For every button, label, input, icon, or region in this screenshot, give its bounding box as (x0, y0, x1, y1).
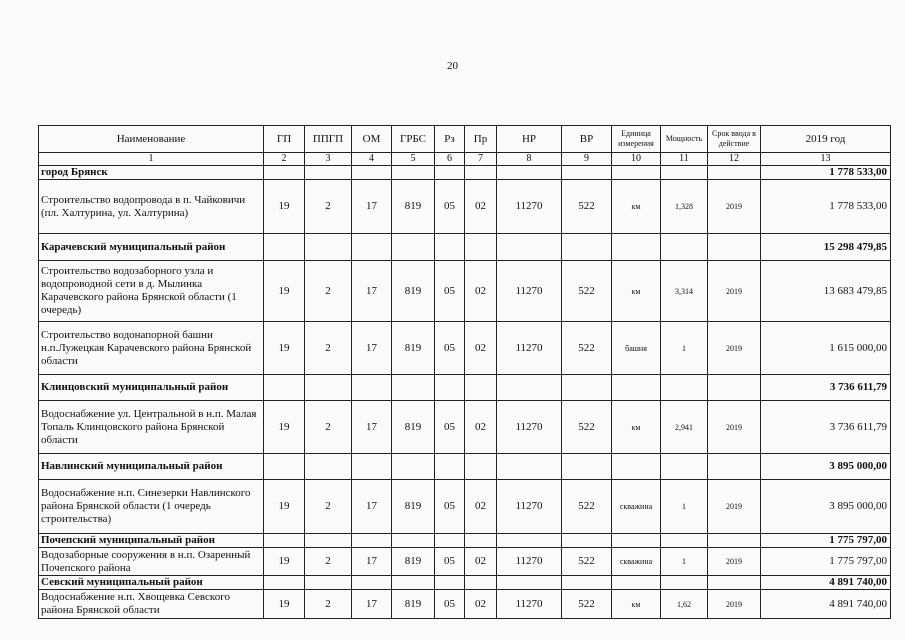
district-name: город Брянск (39, 166, 264, 180)
project-amount: 1 778 533,00 (761, 180, 891, 234)
col-header-pr: Пр (465, 126, 497, 153)
cell-unit: км (612, 590, 661, 619)
cell-grbs: 819 (392, 480, 435, 534)
cell-pr: 02 (465, 590, 497, 619)
cell-nr: 11270 (497, 322, 562, 375)
empty-cell (612, 454, 661, 480)
cell-grbs: 819 (392, 590, 435, 619)
empty-cell (562, 375, 612, 401)
empty-cell (392, 234, 435, 261)
empty-cell (352, 166, 392, 180)
cell-power: 1 (661, 322, 708, 375)
district-row (39, 534, 891, 548)
empty-cell (264, 166, 305, 180)
project-amount: 4 891 740,00 (761, 590, 891, 619)
empty-cell (305, 234, 352, 261)
cell-nr: 11270 (497, 261, 562, 322)
empty-cell (497, 454, 562, 480)
cell-grbs: 819 (392, 401, 435, 454)
cell-ppgp: 2 (305, 401, 352, 454)
district-total: 1 775 797,00 (761, 534, 891, 548)
cell-ppgp: 2 (305, 548, 352, 576)
column-number: 8 (497, 153, 562, 166)
empty-cell (612, 166, 661, 180)
cell-ppgp: 2 (305, 480, 352, 534)
col-header-nr: НР (497, 126, 562, 153)
empty-cell (352, 534, 392, 548)
cell-gp: 19 (264, 180, 305, 234)
cell-vr: 522 (562, 590, 612, 619)
empty-cell (392, 576, 435, 590)
cell-pr: 02 (465, 480, 497, 534)
cell-rz: 05 (435, 261, 465, 322)
empty-cell (612, 576, 661, 590)
empty-cell (661, 375, 708, 401)
empty-cell (708, 375, 761, 401)
column-number: 11 (661, 153, 708, 166)
cell-rz: 05 (435, 180, 465, 234)
cell-ppgp: 2 (305, 322, 352, 375)
district-name: Карачевский муниципальный район (39, 234, 264, 261)
empty-cell (465, 454, 497, 480)
empty-cell (435, 166, 465, 180)
cell-vr: 522 (562, 322, 612, 375)
cell-power: 3,314 (661, 261, 708, 322)
empty-cell (562, 234, 612, 261)
cell-power: 1 (661, 480, 708, 534)
empty-cell (612, 375, 661, 401)
cell-nr: 11270 (497, 590, 562, 619)
cell-ppgp: 2 (305, 590, 352, 619)
empty-cell (392, 375, 435, 401)
empty-cell (264, 534, 305, 548)
project-amount: 3 736 611,79 (761, 401, 891, 454)
cell-power: 1,62 (661, 590, 708, 619)
cell-year: 2019 (708, 322, 761, 375)
cell-om: 17 (352, 548, 392, 576)
cell-vr: 522 (562, 548, 612, 576)
cell-gp: 19 (264, 401, 305, 454)
cell-ppgp: 2 (305, 261, 352, 322)
col-header-gp: ГП (264, 126, 305, 153)
column-number: 5 (392, 153, 435, 166)
empty-cell (305, 375, 352, 401)
cell-om: 17 (352, 590, 392, 619)
column-number-row (39, 153, 891, 166)
empty-cell (661, 234, 708, 261)
project-name: Водоснабжение н.п. Синезерки Навлинского района Брянской области (1 очередь строительства) (39, 480, 264, 534)
column-number: 1 (39, 153, 264, 166)
empty-cell (264, 454, 305, 480)
project-amount: 13 683 479,85 (761, 261, 891, 322)
cell-unit: км (612, 180, 661, 234)
empty-cell (465, 576, 497, 590)
project-name: Водоснабжение ул. Центральной в н.п. Малая Топаль Клинцовского района Брянской области (39, 401, 264, 454)
empty-cell (435, 375, 465, 401)
project-name: Водоснабжение н.п. Хвощевка Севского района Брянской области (39, 590, 264, 619)
district-name: Навлинский муниципальный район (39, 454, 264, 480)
project-row (39, 180, 891, 234)
cell-year: 2019 (708, 590, 761, 619)
district-total: 15 298 479,85 (761, 234, 891, 261)
empty-cell (708, 534, 761, 548)
empty-cell (264, 375, 305, 401)
cell-year: 2019 (708, 261, 761, 322)
cell-vr: 522 (562, 180, 612, 234)
column-number: 12 (708, 153, 761, 166)
project-row (39, 480, 891, 534)
project-name: Строительство водопровода в п. Чайковичи (пл. Халтурина, ул. Халтурина) (39, 180, 264, 234)
district-row (39, 454, 891, 480)
page-number: 20 (447, 60, 458, 72)
empty-cell (305, 454, 352, 480)
district-total: 4 891 740,00 (761, 576, 891, 590)
empty-cell (465, 234, 497, 261)
cell-pr: 02 (465, 261, 497, 322)
cell-gp: 19 (264, 322, 305, 375)
empty-cell (661, 454, 708, 480)
project-row (39, 401, 891, 454)
column-number: 4 (352, 153, 392, 166)
cell-om: 17 (352, 401, 392, 454)
cell-gp: 19 (264, 548, 305, 576)
project-name: Строительство водонапорной башни н.п.Лужецкая Карачевского района Брянской области (39, 322, 264, 375)
project-row (39, 548, 891, 576)
empty-cell (435, 576, 465, 590)
empty-cell (562, 534, 612, 548)
cell-pr: 02 (465, 322, 497, 375)
header-row (39, 126, 891, 153)
cell-power: 1 (661, 548, 708, 576)
project-amount: 3 895 000,00 (761, 480, 891, 534)
cell-vr: 522 (562, 480, 612, 534)
cell-year: 2019 (708, 180, 761, 234)
empty-cell (661, 166, 708, 180)
cell-grbs: 819 (392, 180, 435, 234)
project-amount: 1 775 797,00 (761, 548, 891, 576)
empty-cell (708, 454, 761, 480)
empty-cell (352, 234, 392, 261)
cell-rz: 05 (435, 401, 465, 454)
cell-om: 17 (352, 322, 392, 375)
col-header-ppgp: ППГП (305, 126, 352, 153)
district-total: 3 736 611,79 (761, 375, 891, 401)
cell-nr: 11270 (497, 401, 562, 454)
cell-unit: км (612, 261, 661, 322)
empty-cell (497, 576, 562, 590)
empty-cell (465, 166, 497, 180)
empty-cell (465, 375, 497, 401)
empty-cell (612, 234, 661, 261)
col-header-rz: Рз (435, 126, 465, 153)
empty-cell (392, 534, 435, 548)
cell-vr: 522 (562, 401, 612, 454)
empty-cell (708, 234, 761, 261)
empty-cell (435, 454, 465, 480)
empty-cell (497, 375, 562, 401)
empty-cell (708, 576, 761, 590)
col-header-power: Мощность (661, 126, 708, 153)
col-header-name: Наименование (39, 126, 264, 153)
col-header-unit: Единица измерения (612, 126, 661, 153)
district-name: Почепский муниципальный район (39, 534, 264, 548)
cell-nr: 11270 (497, 180, 562, 234)
district-name: Севский муниципальный район (39, 576, 264, 590)
empty-cell (562, 166, 612, 180)
empty-cell (352, 375, 392, 401)
district-row (39, 234, 891, 261)
district-total: 1 778 533,00 (761, 166, 891, 180)
cell-grbs: 819 (392, 322, 435, 375)
cell-rz: 05 (435, 480, 465, 534)
empty-cell (612, 534, 661, 548)
cell-power: 2,941 (661, 401, 708, 454)
empty-cell (264, 576, 305, 590)
empty-cell (497, 534, 562, 548)
cell-gp: 19 (264, 480, 305, 534)
cell-ppgp: 2 (305, 180, 352, 234)
empty-cell (435, 234, 465, 261)
project-name: Водозаборные сооружения в н.п. Озаренный Почепского района (39, 548, 264, 576)
column-number: 10 (612, 153, 661, 166)
district-row (39, 576, 891, 590)
col-header-year-2019: 2019 год (761, 126, 891, 153)
empty-cell (305, 576, 352, 590)
budget-table (38, 125, 891, 619)
project-row (39, 590, 891, 619)
empty-cell (562, 576, 612, 590)
empty-cell (465, 534, 497, 548)
cell-nr: 11270 (497, 480, 562, 534)
cell-rz: 05 (435, 548, 465, 576)
empty-cell (562, 454, 612, 480)
empty-cell (497, 166, 562, 180)
cell-rz: 05 (435, 590, 465, 619)
district-name: Клинцовский муниципальный район (39, 375, 264, 401)
cell-gp: 19 (264, 261, 305, 322)
project-name: Строительство водозаборного узла и водопроводной сети в д. Мылинка Карачевского района Брянской области (1 очередь) (39, 261, 264, 322)
empty-cell (264, 234, 305, 261)
cell-om: 17 (352, 261, 392, 322)
empty-cell (392, 454, 435, 480)
cell-unit: башня (612, 322, 661, 375)
column-number: 6 (435, 153, 465, 166)
empty-cell (435, 534, 465, 548)
district-row (39, 166, 891, 180)
district-total: 3 895 000,00 (761, 454, 891, 480)
cell-grbs: 819 (392, 548, 435, 576)
cell-unit: км (612, 401, 661, 454)
cell-nr: 11270 (497, 548, 562, 576)
empty-cell (352, 576, 392, 590)
empty-cell (661, 534, 708, 548)
empty-cell (392, 166, 435, 180)
empty-cell (352, 454, 392, 480)
empty-cell (661, 576, 708, 590)
column-number: 7 (465, 153, 497, 166)
district-row (39, 375, 891, 401)
project-amount: 1 615 000,00 (761, 322, 891, 375)
cell-pr: 02 (465, 548, 497, 576)
project-row (39, 322, 891, 375)
col-header-om: ОМ (352, 126, 392, 153)
empty-cell (497, 234, 562, 261)
col-header-grbs: ГРБС (392, 126, 435, 153)
cell-vr: 522 (562, 261, 612, 322)
project-row (39, 261, 891, 322)
empty-cell (708, 166, 761, 180)
cell-unit: скважина (612, 548, 661, 576)
cell-year: 2019 (708, 480, 761, 534)
cell-om: 17 (352, 480, 392, 534)
cell-year: 2019 (708, 548, 761, 576)
cell-rz: 05 (435, 322, 465, 375)
empty-cell (305, 534, 352, 548)
col-header-vr: ВР (562, 126, 612, 153)
cell-power: 1,328 (661, 180, 708, 234)
column-number: 3 (305, 153, 352, 166)
col-header-commissioning: Срок ввода в действие (708, 126, 761, 153)
column-number: 13 (761, 153, 891, 166)
cell-grbs: 819 (392, 261, 435, 322)
cell-gp: 19 (264, 590, 305, 619)
column-number: 9 (562, 153, 612, 166)
column-number: 2 (264, 153, 305, 166)
cell-om: 17 (352, 180, 392, 234)
cell-pr: 02 (465, 401, 497, 454)
cell-year: 2019 (708, 401, 761, 454)
cell-pr: 02 (465, 180, 497, 234)
empty-cell (305, 166, 352, 180)
cell-unit: скважина (612, 480, 661, 534)
